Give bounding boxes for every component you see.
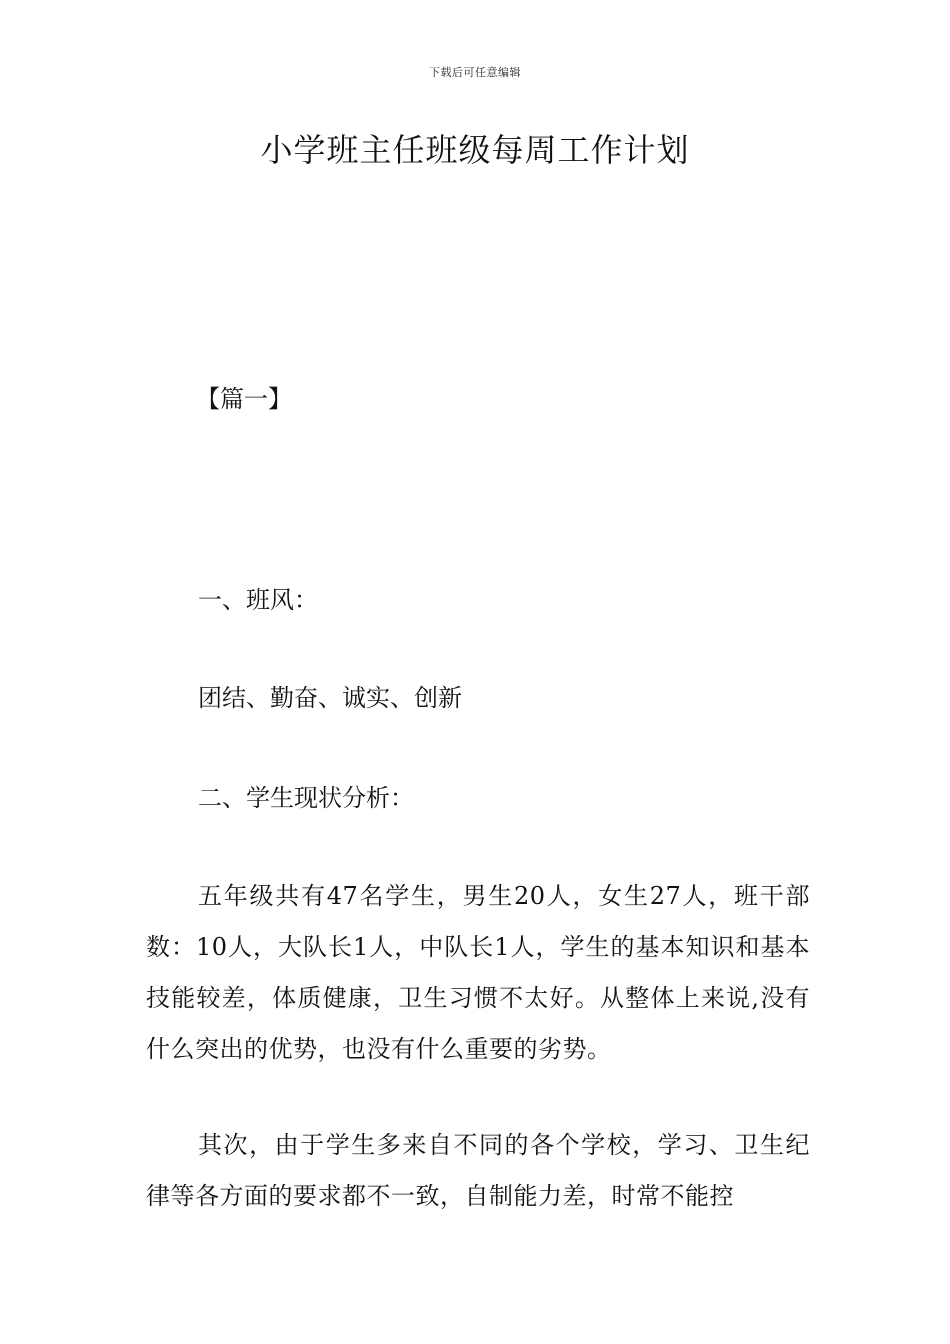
- header-note: 下载后可任意编辑: [429, 66, 521, 79]
- heading-class-style: 一、班风：: [198, 586, 318, 614]
- document-title: 小学班主任班级每周工作计划: [260, 131, 690, 169]
- heading-student-analysis: 二、学生现状分析：: [198, 784, 414, 812]
- paragraph-student-overview: 五年级共有47名学生，男生20人，女生27人，班干部数：10人，大队长1人，中队长1人，学生的基本知识和基本技能较差，体质健康，卫生习惯不太好。从整体上来说,没有什么突出的优势，也没有什么重要的劣势。: [146, 882, 810, 1063]
- section-label: 【篇一】: [196, 385, 292, 413]
- paragraph-student-background: 其次，由于学生多来自不同的各个学校，学习、卫生纪律等各方面的要求都不一致，自制能力差，时常不能控: [146, 1131, 810, 1210]
- class-motto: 团结、勤奋、诚实、创新: [198, 684, 462, 712]
